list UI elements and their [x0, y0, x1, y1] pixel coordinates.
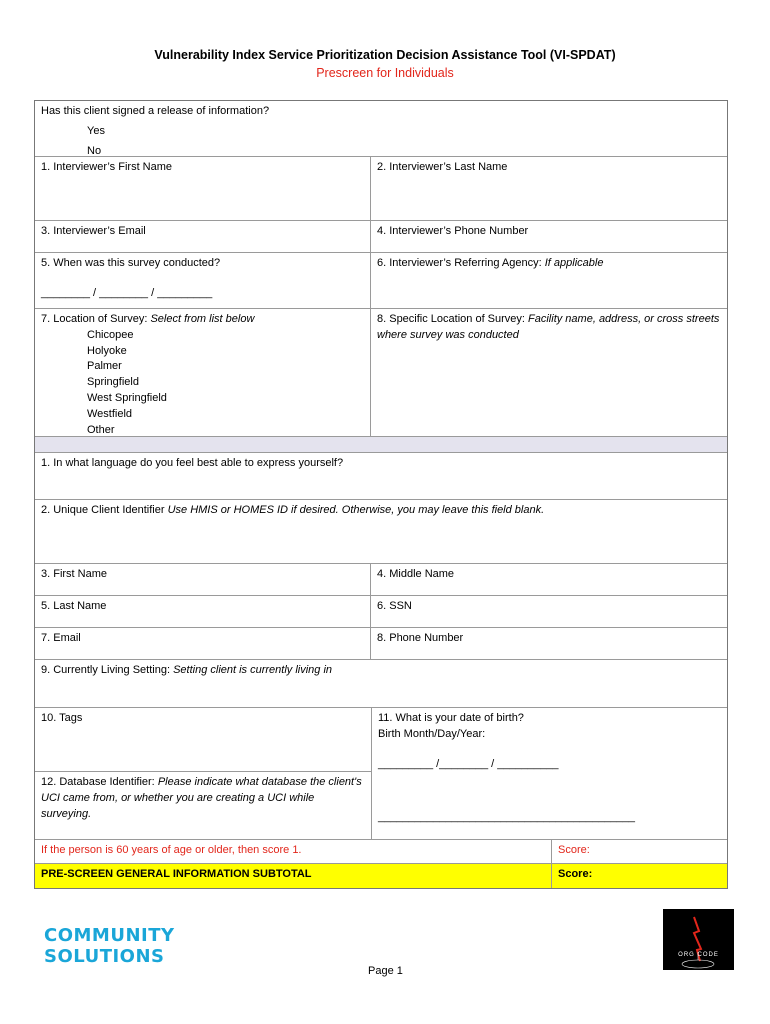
client-identifier-field[interactable]	[35, 500, 727, 563]
location-option[interactable]: Westfield	[87, 407, 133, 420]
survey-location-row	[35, 309, 727, 437]
client-phone-field[interactable]	[371, 628, 727, 659]
location-option[interactable]: West Springfield	[87, 391, 167, 404]
interviewer-phone-field[interactable]	[371, 221, 727, 252]
release-option-yes[interactable]: Yes	[87, 124, 105, 137]
database-identifier-hint: Please indicate what database the client's UCI came from, or whether you are creating a UCI while surveying.	[41, 776, 362, 820]
location-option[interactable]: Holyoke	[87, 344, 127, 357]
client-email-label: 7. Email	[41, 632, 81, 644]
interviewer-first-name-field[interactable]	[35, 157, 371, 220]
release-row	[35, 101, 727, 157]
tags-field[interactable]	[35, 708, 371, 772]
subtotal-row	[35, 864, 727, 888]
interviewer-phone-label: 4. Interviewer’s Phone Number	[377, 225, 529, 237]
location-option[interactable]: Chicopee	[87, 328, 134, 341]
middle-name-label: 4. Middle Name	[377, 568, 455, 580]
interviewer-email-label: 3. Interviewer’s Email	[41, 225, 146, 237]
client-identifier-row	[35, 500, 727, 564]
location-option[interactable]: Other	[87, 423, 115, 436]
tags-label: 10. Tags	[41, 712, 83, 724]
interviewer-email-field[interactable]	[35, 221, 371, 252]
database-identifier-label: 12. Database Identifier:	[41, 776, 155, 788]
survey-location-field	[35, 309, 371, 436]
location-option[interactable]: Springfield	[87, 376, 139, 389]
age-score-field[interactable]	[551, 840, 727, 863]
age-rule-text: If the person is 60 years of age or older, then score 1.	[41, 844, 302, 856]
interviewer-first-name-label: 1. Interviewer’s First Name	[41, 161, 173, 173]
document-title: Vulnerability Index Service Prioritization Decision Assistance Tool (VI-SPDAT)	[154, 48, 616, 62]
ssn-field[interactable]	[371, 596, 727, 627]
first-name-label: 3. First Name	[41, 568, 108, 580]
living-setting-label: 9. Currently Living Setting:	[41, 664, 171, 676]
database-identifier-field[interactable]	[35, 772, 371, 839]
client-contact-row	[35, 628, 727, 660]
interviewer-last-name-label: 2. Interviewer’s Last Name	[377, 161, 508, 173]
language-row	[35, 453, 727, 500]
age-score-label: Score:	[558, 844, 590, 856]
living-setting-row	[35, 660, 727, 708]
subtotal-score-label: Score:	[558, 868, 593, 880]
specific-location-field[interactable]	[371, 309, 727, 436]
subtotal-score-field[interactable]	[551, 864, 727, 888]
community-solutions-logo: COMMUNITY SOLUTIONS	[44, 925, 175, 967]
release-question: Has this client signed a release of information?	[41, 105, 270, 117]
org-code-text: ORG CODE	[678, 952, 719, 958]
page-number: Page 1	[368, 965, 403, 977]
first-name-field[interactable]	[35, 564, 371, 595]
database-identifier-blank: __________________________________________	[378, 811, 635, 824]
interviewer-name-row	[35, 157, 727, 221]
language-field[interactable]	[35, 453, 727, 499]
tags-dob-row	[35, 708, 727, 840]
date-of-birth-label: 11. What is your date of birth?	[378, 712, 524, 724]
subtotal-label: PRE-SCREEN GENERAL INFORMATION SUBTOTAL	[41, 868, 312, 880]
interviewer-contact-row	[35, 221, 727, 253]
living-setting-field[interactable]	[35, 660, 727, 707]
middle-name-field[interactable]	[371, 564, 727, 595]
org-code-emblem-icon	[663, 909, 734, 970]
date-of-birth-field[interactable]	[372, 708, 727, 839]
survey-date-row	[35, 253, 727, 309]
org-code-logo	[663, 909, 734, 970]
specific-location-hint: Facility name, address, or cross streets where survey was conducted	[377, 313, 720, 341]
section-divider	[35, 437, 727, 453]
living-setting-hint: Setting client is currently living in	[173, 664, 333, 676]
last-name-label: 5. Last Name	[41, 600, 107, 612]
survey-location-label: 7. Location of Survey:	[41, 313, 148, 325]
referring-agency-hint: If applicable	[544, 257, 604, 269]
survey-date-label: 5. When was this survey conducted?	[41, 257, 221, 269]
ssn-label: 6. SSN	[377, 600, 412, 612]
client-phone-label: 8. Phone Number	[377, 632, 464, 644]
age-score-row	[35, 840, 727, 864]
specific-location-label: 8. Specific Location of Survey:	[377, 313, 525, 325]
interviewer-last-name-field[interactable]	[371, 157, 727, 220]
survey-location-hint: Select from list below	[150, 313, 255, 325]
referring-agency-field[interactable]	[371, 253, 727, 308]
prescreen-form	[34, 100, 728, 889]
client-name-row	[35, 564, 727, 596]
client-identifier-hint: Use HMIS or HOMES ID if desired. Otherwise, you may leave this field blank.	[167, 504, 545, 516]
client-email-field[interactable]	[35, 628, 371, 659]
client-lastname-row	[35, 596, 727, 628]
location-option[interactable]: Palmer	[87, 360, 122, 373]
referring-agency-label: 6. Interviewer’s Referring Agency:	[377, 257, 542, 269]
date-of-birth-sublabel: Birth Month/Day/Year:	[378, 727, 486, 740]
release-option-no[interactable]: No	[87, 144, 102, 156]
document-subtitle: Prescreen for Individuals	[316, 66, 454, 80]
survey-date-blank: ________ / ________ / _________	[41, 286, 213, 299]
client-identifier-label: 2. Unique Client Identifier	[41, 504, 165, 516]
date-of-birth-blank: _________ /________ / __________	[378, 757, 559, 770]
last-name-field[interactable]	[35, 596, 371, 627]
survey-date-field[interactable]	[35, 253, 371, 308]
language-label: 1. In what language do you feel best able to express yourself?	[41, 457, 344, 469]
